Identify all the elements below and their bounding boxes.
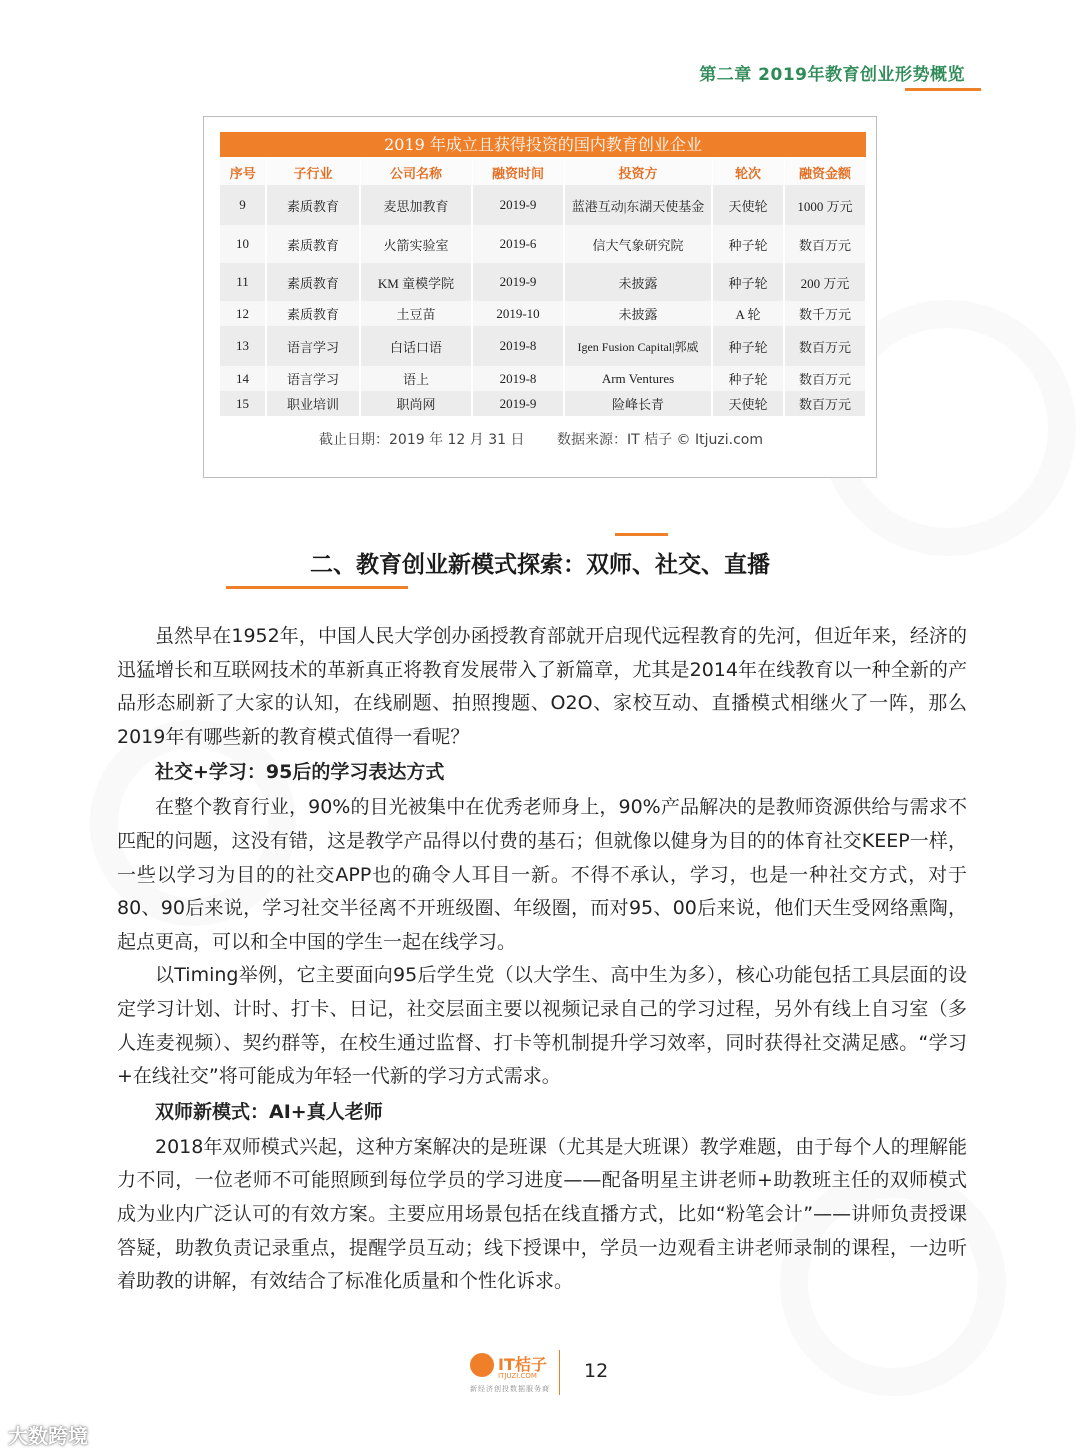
section-title: 二、教育创业新模式探索：双师、社交、直播 [310, 552, 770, 578]
page-number: 12 [584, 1360, 609, 1382]
table-cell: 12 [220, 301, 266, 326]
table-cell: 数百万元 [784, 326, 866, 366]
column-header: 公司名称 [360, 159, 472, 185]
table-cell: 种子轮 [712, 225, 784, 263]
table-cell: 200 万元 [784, 263, 866, 301]
table-cell: 火箭实验室 [360, 225, 472, 263]
chapter-title: 第二章 2019年教育创业形势概览 [699, 65, 965, 85]
table-cell: 2019-6 [472, 225, 564, 263]
section-accent-line-top [615, 533, 668, 536]
table-cell: 种子轮 [712, 326, 784, 366]
table-cell: 数千万元 [784, 301, 866, 326]
table-cell: 白话口语 [360, 326, 472, 366]
table-cell: 未披露 [564, 263, 712, 301]
table-cell: 2019-9 [472, 391, 564, 416]
table-row [220, 185, 866, 225]
table-cell: 素质教育 [266, 225, 360, 263]
table-cell: 2019-8 [472, 366, 564, 391]
investment-table [220, 159, 867, 416]
table-cell: 1000 万元 [784, 185, 866, 225]
table-cell: 种子轮 [712, 263, 784, 301]
section-accent-line-bottom [226, 586, 408, 589]
table-cell: 险峰长青 [564, 391, 712, 416]
table-cell: 职业培训 [266, 391, 360, 416]
subheading: 社交+学习：95后的学习表达方式 [155, 761, 445, 784]
table-cell: 信大气象研究院 [564, 225, 712, 263]
table-cell: 数百万元 [784, 225, 866, 263]
table-row [220, 263, 866, 301]
table-row [220, 326, 866, 366]
investment-table-figure [203, 116, 877, 478]
table-cell: 天使轮 [712, 185, 784, 225]
logo-slogan: 新经济创投数据服务商 [470, 1385, 550, 1393]
table-cell: 未披露 [564, 301, 712, 326]
paragraph: 在整个教育行业，90%的目光被集中在优秀老师身上，90%产品解决的是教师资源供给与需求不匹配的问题，这没有错，这是教学产品得以付费的基石；但就像以健身为目的的体育社交KEEP一样，一些以学习为目的的社交APP也的确令人耳目一新。不得不承认，学习，也是一种社交方式，对于80、90后来说，学习社交半径离不开班级圈、年级圈，而对95、00后来说，他们天生受网络熏陶，起点更高，可以和全中国的学生一起在线学习。 [117, 796, 967, 953]
orange-slice-icon [470, 1353, 494, 1377]
table-cell: Igen Fusion Capital|郭威 [564, 326, 712, 366]
table-cell: 9 [220, 185, 266, 225]
table-cell: Arm Ventures [564, 366, 712, 391]
table-cutoff-date: 截止日期：2019 年 12 月 31 日 [319, 432, 525, 448]
paragraph: 虽然早在1952年，中国人民大学创办函授教育部就开启现代远程教育的先河，但近年来，经济的迅猛增长和互联网技术的革新真正将教育发展带入了新篇章，尤其是2014年在线教育以一种全新的产品形态刷新了大家的认知，在线刷题、拍照搜题、O2O、家校互动、直播模式相继火了一阵，那么2019年有哪些新的教育模式值得一看呢？ [117, 625, 967, 748]
table-cell: 语上 [360, 366, 472, 391]
table-cell: 数百万元 [784, 391, 866, 416]
table-footer [204, 429, 878, 449]
table-row [220, 366, 866, 391]
table-cell: A 轮 [712, 301, 784, 326]
table-cell: 天使轮 [712, 391, 784, 416]
table-cell: 2019-8 [472, 326, 564, 366]
paragraph: 以Timing举例，它主要面向95后学生党（以大学生、高中生为多），核心功能包括工具层面的设定学习计划、计时、打卡、日记，社交层面主要以视频记录自己的学习过程，另外有线上自习室（多人连麦视频）、契约群等，在校生通过监督、打卡等机制提升学习效率，同时获得社交满足感。“学习+在线社交”将可能成为年轻一代新的学习方式需求。 [117, 964, 967, 1088]
table-cell: 15 [220, 391, 266, 416]
table-header-row [220, 159, 866, 185]
table-row [220, 225, 866, 263]
table-cell: 素质教育 [266, 301, 360, 326]
table-cell: 10 [220, 225, 266, 263]
column-header: 序号 [220, 159, 266, 185]
table-cell: 土豆苗 [360, 301, 472, 326]
table-cell: 素质教育 [266, 263, 360, 301]
column-header: 轮次 [712, 159, 784, 185]
article-body [117, 620, 967, 1299]
table-cell: 蓝港互动|东湖天使基金 [564, 185, 712, 225]
table-title: 2019 年成立且获得投资的国内教育创业企业 [220, 132, 866, 157]
column-header: 融资金额 [784, 159, 866, 185]
table-cell: KM 童模学院 [360, 263, 472, 301]
column-header: 融资时间 [472, 159, 564, 185]
table-cell: 14 [220, 366, 266, 391]
table-data-source: 数据来源：IT 桔子 © Itjuzi.com [556, 432, 763, 448]
footer-divider [559, 1350, 560, 1395]
table-cell: 数百万元 [784, 366, 866, 391]
table-row [220, 301, 866, 326]
table-cell: 职尚网 [360, 391, 472, 416]
paragraph: 2018年双师模式兴起，这种方案解决的是班课（尤其是大班课）教学难题，由于每个人的理解能力不同，一位老师不可能照顾到每位学员的学习进度——配备明星主讲老师+助教班主任的双师模式成为业内广泛认可的有效方案。主要应用场景包括在线直播方式，比如“粉笔会计”——讲师负责授课答疑，助教负责记录重点，提醒学员互动；线下授课中，学员一边观看主讲老师录制的课程，一边听着助教的讲解，有效结合了标准化质量和个性化诉求。 [117, 1135, 967, 1293]
table-cell: 13 [220, 326, 266, 366]
subheading: 双师新模式：AI+真人老师 [155, 1100, 383, 1123]
corner-watermark: 大数跨境 [8, 1424, 88, 1448]
table-cell: 2019-10 [472, 301, 564, 326]
column-header: 投资方 [564, 159, 712, 185]
header-accent-line [905, 88, 981, 91]
table-row [220, 391, 866, 416]
table-cell: 种子轮 [712, 366, 784, 391]
itjuzi-logo [462, 1348, 562, 1398]
table-cell: 语言学习 [266, 366, 360, 391]
table-cell: 2019-9 [472, 185, 564, 225]
table-cell: 11 [220, 263, 266, 301]
table-cell: 麦思加教育 [360, 185, 472, 225]
logo-text: IT桔子 [498, 1355, 547, 1374]
table-cell: 语言学习 [266, 326, 360, 366]
table-cell: 素质教育 [266, 185, 360, 225]
table-cell: 2019-9 [472, 263, 564, 301]
column-header: 子行业 [266, 159, 360, 185]
logo-domain: ITJUZI.COM [498, 1372, 537, 1380]
